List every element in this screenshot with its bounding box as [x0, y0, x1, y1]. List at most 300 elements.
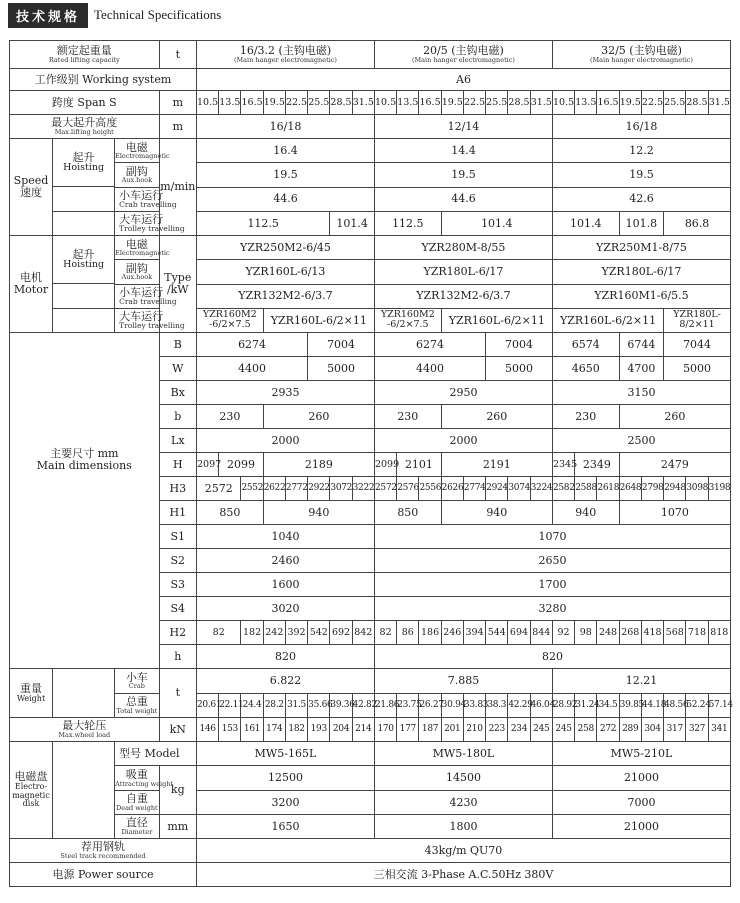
dim-value: 230: [196, 405, 263, 429]
wheel-value: 187: [419, 718, 441, 742]
speed-crab-value: 44.6: [374, 187, 552, 211]
span-value: 19.5: [263, 91, 285, 115]
motor-trolley-value: YZR180L- 8/2×11: [664, 308, 731, 332]
motor-crab-sub: 小车运行 Crab travelling: [115, 284, 159, 308]
row-working-system: [10, 69, 731, 91]
row-speed-electromagnetic: [10, 139, 731, 163]
span-value: 31.5: [352, 91, 374, 115]
dim-value: 820: [374, 645, 730, 669]
row-dim-B: [10, 333, 731, 357]
wheel-value: 317: [664, 718, 686, 742]
wheel-value: 177: [397, 718, 419, 742]
dim-value: 2622: [263, 477, 285, 501]
weight-crab-sub: 小车 Crab: [115, 669, 159, 694]
dim-value: 2774: [463, 477, 485, 501]
span-value: 16.5: [419, 91, 441, 115]
row-max-lifting-height: [10, 115, 731, 139]
span-value: 13.5: [219, 91, 241, 115]
motor-em-value: YZR250M1-8/75: [552, 236, 730, 260]
weight-total-value: 35.66: [308, 693, 330, 718]
disk-attr-value: 21000: [552, 766, 730, 791]
dim-value: 3198: [708, 477, 730, 501]
motor-trolley-value: YZR160L-6/2×11: [552, 308, 663, 332]
dim-label: S2: [159, 549, 196, 573]
wheel-unit: kN: [159, 718, 196, 742]
weight-total-value: 23.75: [397, 693, 419, 718]
dim-value: 2924: [486, 477, 508, 501]
row-motor-crab: [10, 284, 731, 308]
wheel-value: 146: [196, 718, 218, 742]
span-value: 13.5: [575, 91, 597, 115]
row-speed-aux: [10, 163, 731, 187]
power-label: 电源 Power source: [10, 863, 197, 887]
dim-value: 268: [619, 621, 641, 645]
weight-total-value: 31.5: [285, 693, 307, 718]
dim-value: 3222: [352, 477, 374, 501]
dim-value: 542: [308, 621, 330, 645]
disk-dia-value: 1800: [374, 815, 552, 839]
disk-dia-value: 1650: [196, 815, 374, 839]
dim-value: 3074: [508, 477, 530, 501]
span-value: 28.5: [330, 91, 352, 115]
disk-model-value: MW5-180L: [374, 742, 552, 766]
dim-value: 2648: [619, 477, 641, 501]
wheel-value: 341: [708, 718, 730, 742]
span-value: 19.5: [441, 91, 463, 115]
dim-value: 940: [552, 501, 619, 525]
dim-value: 2099: [219, 453, 263, 477]
dim-value: 2552: [241, 477, 263, 501]
dim-value: 2349: [575, 453, 619, 477]
dim-value: 242: [263, 621, 285, 645]
dim-value: 98: [575, 621, 597, 645]
dim-value: 2556: [419, 477, 441, 501]
dim-value: 6574: [552, 333, 619, 357]
row-span: [10, 91, 731, 115]
dim-value: 2618: [597, 477, 619, 501]
dim-value: 248: [597, 621, 619, 645]
dim-label: H3: [159, 477, 196, 501]
weight-total-value: 33.83: [463, 693, 485, 718]
dim-value: 2572: [196, 477, 240, 501]
dim-value: 568: [664, 621, 686, 645]
speed-trolley-value: 101.4: [330, 211, 375, 235]
motor-trolley-sub: 大车运行 Trolley travelling: [115, 308, 159, 332]
weight-crab-value: 12.21: [552, 669, 730, 694]
wheel-value: 153: [219, 718, 241, 742]
span-value: 28.5: [508, 91, 530, 115]
disk-dead-value: 7000: [552, 791, 730, 815]
wheel-value: 161: [241, 718, 263, 742]
maxlift-g1: 16/18: [196, 115, 374, 139]
dim-value: 2191: [441, 453, 552, 477]
rated-label: 额定起重量 Rated lifting capacity: [10, 41, 160, 69]
dim-value: 6274: [374, 333, 485, 357]
dim-value: 850: [374, 501, 441, 525]
weight-total-value: 52.24: [686, 693, 708, 718]
speed-trolley-value: 101.8: [619, 211, 663, 235]
dim-value: 5000: [664, 357, 731, 381]
disk-label-en: disk: [22, 799, 40, 809]
dim-value: 2479: [619, 453, 730, 477]
motor-hoist-cn: 起升: [72, 247, 95, 261]
dim-value: 544: [486, 621, 508, 645]
speed-unit: m/min: [159, 139, 196, 236]
maxlift-unit: m: [159, 115, 196, 139]
row-motor-trolley: [10, 308, 731, 332]
title-en: Technical Specifications: [94, 7, 222, 22]
motor-em-sub: 电磁 Electromagnetic: [115, 236, 159, 260]
weight-total-value: 22.11: [219, 693, 241, 718]
rated-unit: t: [159, 41, 196, 69]
wheel-value: 223: [486, 718, 508, 742]
dim-value: 2572: [374, 477, 396, 501]
speed-em-sub: 电磁 Electromagnetic: [115, 139, 159, 163]
row-wheel-load: [10, 718, 731, 742]
disk-kg-unit: kg: [159, 766, 196, 815]
span-value: 19.5: [619, 91, 641, 115]
dim-value: 2000: [374, 429, 552, 453]
wheel-value: 245: [552, 718, 574, 742]
span-value: 10.5: [552, 91, 574, 115]
dim-value: 230: [552, 405, 619, 429]
speed-em-value: 12.2: [552, 139, 730, 163]
motor-crab-value: YZR132M2-6/3.7: [196, 284, 374, 308]
row-power: [10, 863, 731, 887]
weight-total-value: 20.61: [196, 693, 218, 718]
dim-value: 2460: [196, 549, 374, 573]
motor-aux-value: YZR160L-6/13: [196, 260, 374, 284]
dim-label: H: [159, 453, 196, 477]
rated-group-3: 32/5 (主钩电磁) (Main hanger electromagnetic): [552, 41, 730, 69]
weight-total-value: 42.29: [508, 693, 530, 718]
dim-label: b: [159, 405, 196, 429]
row-motor-electromagnetic: [10, 236, 731, 260]
speed-aux-value: 19.5: [196, 163, 374, 187]
row-disk-diameter: [10, 815, 731, 839]
wheel-value: 182: [285, 718, 307, 742]
speed-crab-sub: 小车运行 Crab travelling: [115, 187, 159, 211]
dim-value: 718: [686, 621, 708, 645]
dim-value: 2626: [441, 477, 463, 501]
working-label: 工作级别 Working system: [10, 69, 197, 91]
weight-total-value: 38.3: [486, 693, 508, 718]
speed-em-value: 14.4: [374, 139, 552, 163]
motor-unit: Type /kW: [159, 236, 196, 333]
dim-value: 4400: [374, 357, 485, 381]
dim-value: 2576: [397, 477, 419, 501]
weight-total-value: 46.04: [530, 693, 552, 718]
motor-trolley-value: YZR160L-6/2×11: [441, 308, 552, 332]
dim-value: 392: [285, 621, 307, 645]
maxlift-g2: 12/14: [374, 115, 552, 139]
dim-value: 246: [441, 621, 463, 645]
motor-label-en: Motor: [13, 283, 49, 296]
disk-label: [10, 742, 115, 839]
disk-dead-sub: 自重 Dead weight: [115, 791, 159, 815]
rail-value: 43kg/m QU70: [196, 839, 730, 863]
row-weight-crab: [10, 669, 731, 694]
dim-label: S1: [159, 525, 196, 549]
weight-total-value: 28.92: [552, 693, 574, 718]
weight-total-value: 57.14: [708, 693, 730, 718]
motor-aux-value: YZR180L-6/17: [552, 260, 730, 284]
row-motor-aux: [10, 260, 731, 284]
dim-value: 86: [397, 621, 419, 645]
dim-value: 3224: [530, 477, 552, 501]
disk-attr-value: 14500: [374, 766, 552, 791]
wheel-value: 214: [352, 718, 374, 742]
disk-model-value: MW5-210L: [552, 742, 730, 766]
motor-hoist-en: Hoisting: [63, 259, 105, 271]
weight-crab-value: 6.822: [196, 669, 374, 694]
dim-value: 6744: [619, 333, 663, 357]
span-value: 25.5: [664, 91, 686, 115]
row-speed-crab: [10, 187, 731, 211]
disk-attr-sub: 吸重 Attracting weight: [115, 766, 159, 791]
page-header: [8, 2, 221, 28]
dim-label: H2: [159, 621, 196, 645]
disk-model-value: MW5-165L: [196, 742, 374, 766]
dim-value: 1070: [619, 501, 730, 525]
speed-trolley-value: 112.5: [374, 211, 441, 235]
dim-label: Bx: [159, 381, 196, 405]
wheel-value: 234: [508, 718, 530, 742]
dim-value: 186: [419, 621, 441, 645]
dim-value: 7044: [664, 333, 731, 357]
span-value: 25.5: [308, 91, 330, 115]
wheel-value: 327: [686, 718, 708, 742]
dim-value: 2950: [374, 381, 552, 405]
weight-total-value: 21.86: [374, 693, 396, 718]
dim-value: 850: [196, 501, 263, 525]
speed-label: [10, 139, 115, 236]
working-value: A6: [196, 69, 730, 91]
dim-value: 1040: [196, 525, 374, 549]
disk-dead-value: 3200: [196, 791, 374, 815]
dim-value: 2000: [196, 429, 374, 453]
span-value: 31.5: [708, 91, 730, 115]
disk-attr-value: 12500: [196, 766, 374, 791]
motor-label: [10, 236, 115, 333]
motor-crab-value: YZR160M1-6/5.5: [552, 284, 730, 308]
weight-label-cn: 重量: [20, 682, 42, 696]
motor-trolley-value: YZR160L-6/2×11: [263, 308, 374, 332]
dim-value: 2772: [285, 477, 307, 501]
dim-value: 92: [552, 621, 574, 645]
hoist-label-cn: 起升: [72, 150, 95, 164]
row-speed-trolley: [10, 211, 731, 235]
dim-value: 820: [196, 645, 374, 669]
dim-label: Lx: [159, 429, 196, 453]
hoist-label-en: Hoisting: [63, 162, 105, 174]
dim-value: 2097: [196, 453, 218, 477]
dim-label: S3: [159, 573, 196, 597]
dim-value: 2798: [641, 477, 663, 501]
row-disk-model: [10, 742, 731, 766]
row-weight-total: [10, 693, 731, 718]
dim-value: 260: [619, 405, 730, 429]
dim-label: B: [159, 333, 196, 357]
weight-crab-value: 7.885: [374, 669, 552, 694]
rated-group-1: 16/3.2 (主钩电磁) (Main hanger electromagnetic): [196, 41, 374, 69]
rail-label: 荐用钢轨 Steel track recommended: [10, 839, 197, 863]
motor-trolley-value: YZR160M2 -6/2×7.5: [374, 308, 441, 332]
dim-value: 842: [352, 621, 374, 645]
disk-label-en: magnetic: [12, 790, 50, 800]
dim-value: 3098: [686, 477, 708, 501]
span-value: 31.5: [530, 91, 552, 115]
dim-value: 7004: [308, 333, 375, 357]
dim-value: 694: [508, 621, 530, 645]
motor-aux-sub: 副钩 Aux.hook: [115, 260, 159, 284]
span-unit: m: [159, 91, 196, 115]
disk-dead-value: 4230: [374, 791, 552, 815]
dim-label: W: [159, 357, 196, 381]
dim-value: 844: [530, 621, 552, 645]
dim-value: 418: [641, 621, 663, 645]
span-value: 28.5: [686, 91, 708, 115]
wheel-value: 201: [441, 718, 463, 742]
speed-trolley-value: 86.8: [664, 211, 731, 235]
dim-value: 82: [196, 621, 240, 645]
dim-value: 2948: [664, 477, 686, 501]
speed-em-value: 16.4: [196, 139, 374, 163]
weight-unit: t: [159, 669, 196, 718]
dim-value: 2588: [575, 477, 597, 501]
spec-table: [9, 40, 731, 887]
span-value: 13.5: [397, 91, 419, 115]
weight-label: [10, 669, 115, 718]
row-rail: [10, 839, 731, 863]
wheel-value: 170: [374, 718, 396, 742]
row-rated-capacity: [10, 41, 731, 69]
weight-total-value: 34.5: [597, 693, 619, 718]
weight-total-value: 39.85: [619, 693, 641, 718]
speed-aux-value: 19.5: [374, 163, 552, 187]
dim-value: 260: [263, 405, 374, 429]
span-value: 10.5: [196, 91, 218, 115]
span-value: 22.5: [463, 91, 485, 115]
dim-value: 3020: [196, 597, 374, 621]
weight-total-sub: 总重 Total weight: [115, 693, 159, 718]
wheel-value: 304: [641, 718, 663, 742]
dim-value: 692: [330, 621, 352, 645]
weight-total-value: 39.36: [330, 693, 352, 718]
dim-value: 2101: [397, 453, 441, 477]
row-disk-dead: [10, 791, 731, 815]
weight-total-value: 26.27: [419, 693, 441, 718]
dim-value: 818: [708, 621, 730, 645]
span-value: 22.5: [285, 91, 307, 115]
disk-label-en: Electro-: [14, 781, 48, 791]
dim-value: 2189: [263, 453, 374, 477]
motor-aux-value: YZR180L-6/17: [374, 260, 552, 284]
disk-label-cn: 电磁盘: [14, 769, 48, 783]
dim-value: 5000: [486, 357, 553, 381]
maxlift-label: 最大起升高度 Max.lifting height: [10, 115, 160, 139]
dim-value: 7004: [486, 333, 553, 357]
dim-value: 4650: [552, 357, 619, 381]
span-value: 16.5: [597, 91, 619, 115]
disk-dia-sub: 直径 Diameter: [115, 815, 159, 839]
disk-dia-value: 21000: [552, 815, 730, 839]
dim-value: 940: [263, 501, 374, 525]
dim-value: 2650: [374, 549, 730, 573]
speed-trolley-value: 112.5: [196, 211, 329, 235]
disk-mm-unit: mm: [159, 815, 196, 839]
span-value: 10.5: [374, 91, 396, 115]
wheel-value: 272: [597, 718, 619, 742]
dim-value: 1700: [374, 573, 730, 597]
wheel-value: 174: [263, 718, 285, 742]
motor-trolley-value: YZR160M2 -6/2×7.5: [196, 308, 263, 332]
dim-value: 182: [241, 621, 263, 645]
weight-total-value: 31.24: [575, 693, 597, 718]
speed-trolley-sub: 大车运行 Trolley travelling: [115, 211, 159, 235]
speed-crab-value: 44.6: [196, 187, 374, 211]
rated-group-2: 20/5 (主钩电磁) (Main hanger electromagnetic): [374, 41, 552, 69]
wheel-label: 最大轮压 Max.wheel load: [10, 718, 160, 742]
row-disk-attracting: [10, 766, 731, 791]
dim-value: 394: [463, 621, 485, 645]
dim-value: 5000: [308, 357, 375, 381]
wheel-value: 193: [308, 718, 330, 742]
dim-value: 260: [441, 405, 552, 429]
dim-value: 2582: [552, 477, 574, 501]
span-value: 16.5: [241, 91, 263, 115]
speed-trolley-value: 101.4: [441, 211, 552, 235]
weight-total-value: 48.56: [664, 693, 686, 718]
weight-total-value: 28.2: [263, 693, 285, 718]
dim-value: 2500: [552, 429, 730, 453]
span-value: 25.5: [486, 91, 508, 115]
weight-total-value: 42.82: [352, 693, 374, 718]
wheel-value: 210: [463, 718, 485, 742]
dim-value: 6274: [196, 333, 307, 357]
weight-label-en: Weight: [16, 693, 46, 703]
wheel-value: 289: [619, 718, 641, 742]
weight-total-value: 30.94: [441, 693, 463, 718]
motor-em-value: YZR280M-8/55: [374, 236, 552, 260]
wheel-value: 258: [575, 718, 597, 742]
speed-trolley-value: 101.4: [552, 211, 619, 235]
dim-label: h: [159, 645, 196, 669]
power-value: 三相交流 3-Phase A.C.50Hz 380V: [196, 863, 730, 887]
speed-aux-sub: 副钩 Aux.hook: [115, 163, 159, 187]
dim-value: 1600: [196, 573, 374, 597]
dim-value: 1070: [374, 525, 730, 549]
span-value: 22.5: [641, 91, 663, 115]
dim-label: H1: [159, 501, 196, 525]
dim-value: 2922: [308, 477, 330, 501]
dim-value: 230: [374, 405, 441, 429]
dim-value: 4400: [196, 357, 307, 381]
title-cn: 技术规格: [8, 3, 88, 28]
dim-label: S4: [159, 597, 196, 621]
dim-value: 3150: [552, 381, 730, 405]
dim-value: 2345: [552, 453, 574, 477]
dim-value: 4700: [619, 357, 663, 381]
speed-aux-value: 19.5: [552, 163, 730, 187]
maxlift-g3: 16/18: [552, 115, 730, 139]
dim-value: 2935: [196, 381, 374, 405]
dim-value: 82: [374, 621, 396, 645]
disk-model-label: 型号 Model: [115, 742, 197, 766]
span-label: 跨度 Span S: [10, 91, 160, 115]
speed-label-en: Speed: [13, 174, 49, 188]
motor-crab-value: YZR132M2-6/3.7: [374, 284, 552, 308]
